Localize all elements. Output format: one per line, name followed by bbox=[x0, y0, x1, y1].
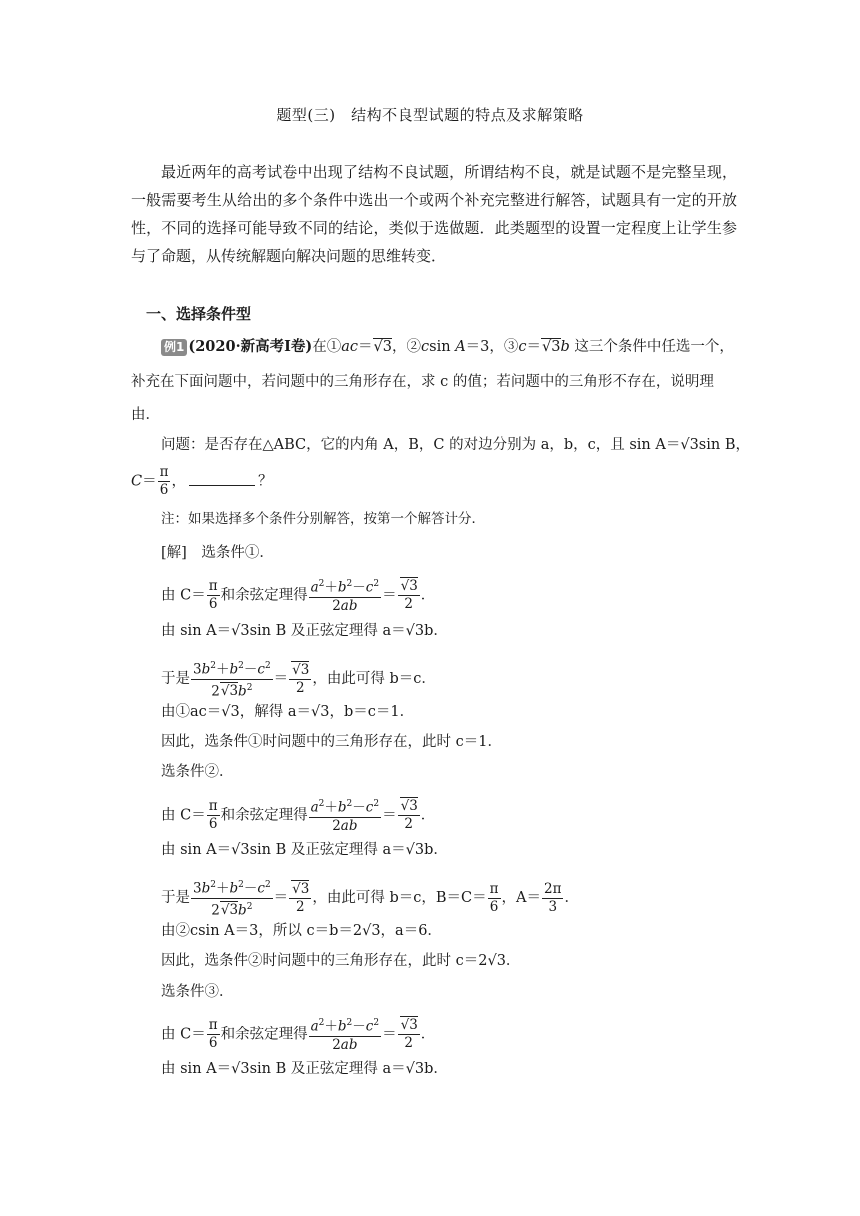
c2-result: 因此，选条件②时问题中的三角形存在，此时 c＝2√3． bbox=[161, 953, 521, 969]
example-source: (2020·新高考Ⅰ卷) bbox=[188, 338, 313, 355]
answer-blank bbox=[189, 471, 255, 486]
problem-statement: 问题：是否存在△ABC，它的内角 A，B，C 的对边分别为 a，b，c，且 sin A＝√3sin B， bbox=[161, 437, 750, 453]
solution-start: [解] 选条件①． bbox=[161, 545, 274, 561]
example-line1-rest: 这三个条件中任选一个， bbox=[574, 339, 734, 355]
c3-choose: 选条件③． bbox=[161, 984, 234, 1000]
c1-cosine-step: 由 C＝ $\frac{\pi}{6}$ 和余弦定理得 $\frac{a^2+b^2-c^2}{2ab}$ ＝ √ $\frac{3}{2}$ ． bbox=[161, 576, 435, 615]
c3-sine-law: 由 sin A＝√3sin B 及正弦定理得 a＝√3b． bbox=[161, 1061, 448, 1077]
example-line-1: 例1 (2020·新高考Ⅰ卷)在①ac＝√ 3，②csin A＝3，③c＝√ 3b 这三个条件中任选一个， bbox=[161, 337, 734, 357]
c2-substitution: 于是 $\frac{3b^2+b^2-c^2}{2√ 3b^2}$ ＝ √ $\frac{3}{2}$ ，由此可得 b＝c，B＝C＝ $\frac{\pi}{6}$ ，A＝ $\frac{2\pi}{3}$ ． bbox=[161, 877, 579, 919]
c1-sine-law: 由 sin A＝√3sin B 及正弦定理得 a＝√3b． bbox=[161, 623, 448, 639]
c1-substitution: 于是 $\frac{3b^2+b^2-c^2}{2√ 3b^2}$ ＝ √ $\frac{3}{2}$ ，由此可得 b＝c． bbox=[161, 658, 436, 700]
c1-solve: 由①ac＝√3，解得 a＝√3，b＝c＝1． bbox=[161, 704, 415, 720]
c2-cosine-step: 由 C＝ $\frac{\pi}{6}$ 和余弦定理得 $\frac{a^2+b^2-c^2}{2ab}$ ＝ √ $\frac{3}{2}$ ． bbox=[161, 796, 435, 835]
example-line-2: 补充在下面问题中，若问题中的三角形存在，求 c 的值；若问题中的三角形不存在，说明理 bbox=[131, 374, 714, 390]
note-text: 注：如果选择多个条件分别解答，按第一个解答计分． bbox=[161, 511, 485, 527]
page-title: 题型(三) 结构不良型试题的特点及求解策略 bbox=[276, 106, 584, 124]
example-badge: 例1 bbox=[161, 339, 187, 356]
solution-tag: [解] bbox=[161, 545, 187, 561]
section-heading: 一、选择条件型 bbox=[146, 305, 252, 323]
c2-sine-law: 由 sin A＝√3sin B 及正弦定理得 a＝√3b． bbox=[161, 842, 448, 858]
c3-cosine-step: 由 C＝ $\frac{\pi}{6}$ 和余弦定理得 $\frac{a^2+b^2-c^2}{2ab}$ ＝ √ $\frac{3}{2}$ ． bbox=[161, 1015, 435, 1054]
c2-solve: 由②csin A＝3，所以 c＝b＝2√3，a＝6． bbox=[161, 923, 442, 939]
c2-choose: 选条件②． bbox=[161, 764, 234, 780]
example-line-3: 由． bbox=[131, 407, 160, 423]
problem-line-2: C＝ $\frac{\pi}{6}$ ， ？ bbox=[131, 464, 273, 498]
c1-result: 因此，选条件①时问题中的三角形存在，此时 c＝1． bbox=[161, 734, 502, 750]
intro-paragraph: 最近两年的高考试卷中出现了结构不良试题，所谓结构不良，就是试题不是完整呈现，一般需要考生从给出的多个条件中选出一个或两个补充完整进行解答，试题具有一定的开放性，不同的选择可能导致不同的结论，类似于选做题．此类题型的设置一定程度上让学生参与了命题，从传统解题向解决问题的思维转变． bbox=[131, 163, 737, 265]
